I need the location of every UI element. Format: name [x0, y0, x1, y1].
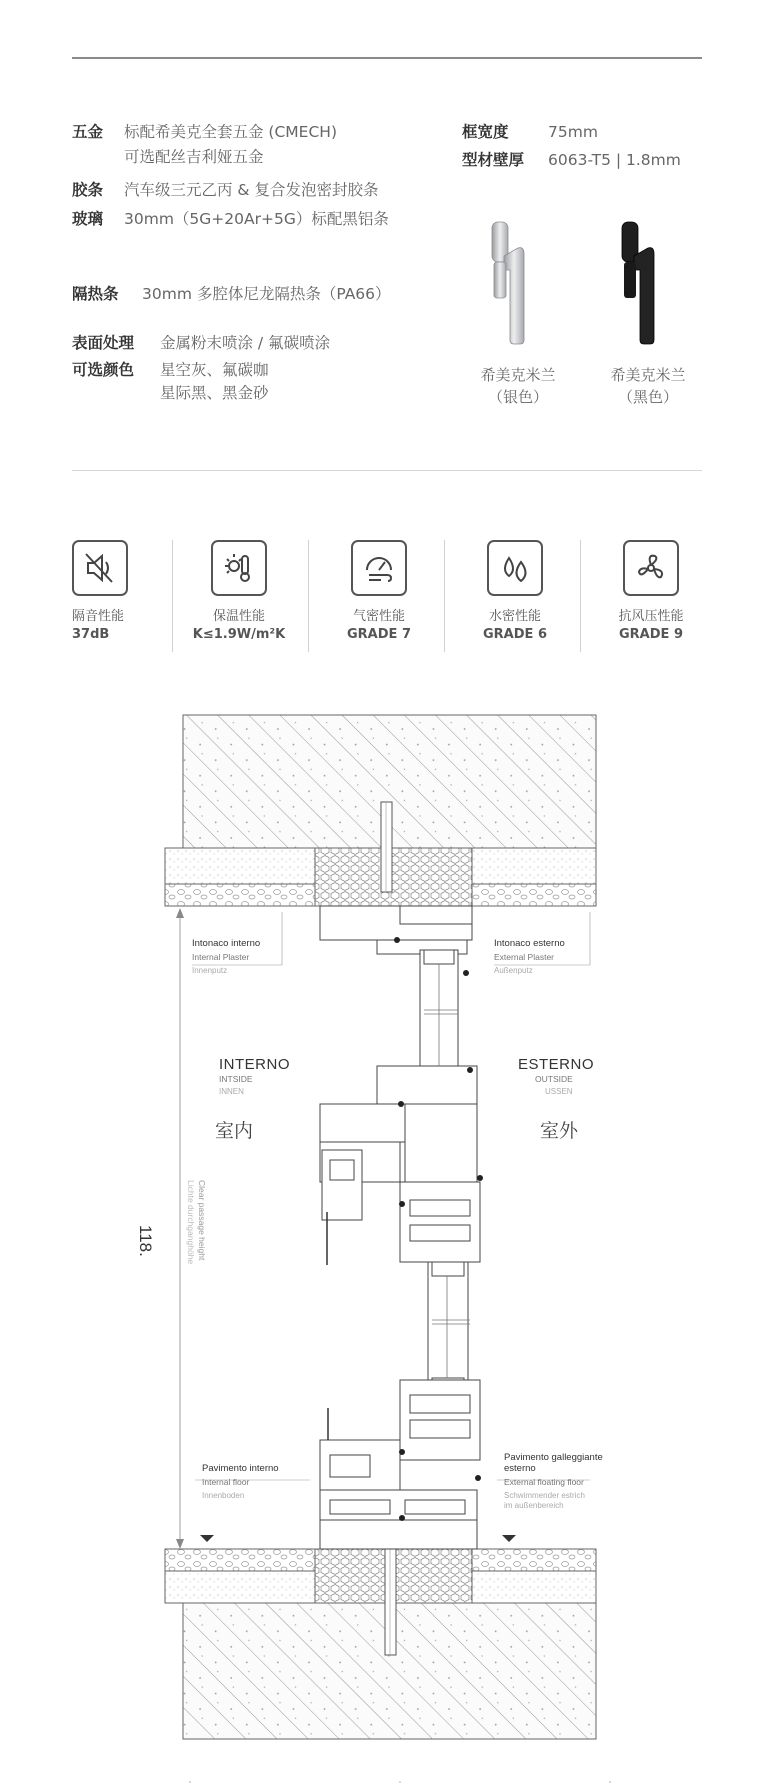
handle-silver-caption [463, 364, 573, 408]
label-plaster-internal-it: Intonaco interno [192, 938, 261, 949]
perf-wind [582, 540, 720, 643]
label-floor-internal-en: Internal floor [202, 1477, 250, 1487]
label-plaster-external-en: External Plaster [494, 952, 554, 962]
thermometer-sun-icon [211, 540, 267, 596]
label-interior-en: INTSIDE [219, 1074, 253, 1084]
handle-black-variant: （黑色） [617, 388, 678, 406]
label-plaster-external-de: Außenputz [494, 966, 533, 975]
spec-color-value: 星空灰、氟碳咖 [160, 361, 269, 379]
spec-thermal-value: 30mm 多腔体尼龙隔热条（PA66） [142, 285, 391, 303]
label-interior-cn: 室内 [215, 1120, 254, 1142]
height-dimension-value: 118. [136, 1225, 155, 1257]
handle-black-image [600, 218, 680, 348]
speaker-muted-icon [72, 540, 128, 596]
spec-frame-width [462, 120, 598, 144]
perf-thermal-label: 保温性能 [212, 609, 265, 624]
label-plaster-internal-en: Internal Plaster [192, 952, 250, 962]
label-exterior-en: OUTSIDE [535, 1074, 573, 1084]
perf-thermal-value: K≤1.9W/m²K [192, 627, 286, 642]
middle-divider [72, 470, 702, 471]
label-interior-it: INTERNO [219, 1056, 290, 1073]
spec-surface-label: 表面处理 [72, 334, 135, 352]
spec-profile-value: 6063-T5 | 1.8mm [548, 151, 681, 169]
label-floor-external-en: External floating floor [504, 1477, 584, 1487]
spec-gasket-value: 汽车级三元乙丙 & 复合发泡密封胶条 [124, 181, 379, 199]
spec-hardware-alt: 可选配丝吉利娅五金 [124, 148, 264, 166]
water-drops-icon [487, 540, 543, 596]
label-floor-external-it2: esterno [504, 1463, 536, 1474]
handle-silver-variant: （银色） [487, 388, 548, 406]
spec-hardware [72, 120, 337, 144]
spec-surface [72, 331, 330, 355]
label-floor-external-it: Pavimento galleggiante [504, 1452, 603, 1463]
perf-separator [308, 540, 309, 652]
spec-color [72, 358, 269, 382]
handle-silver-image [470, 218, 550, 348]
label-floor-external-de: Schwimmender estrich [504, 1491, 585, 1500]
label-clear-height-de: Lichte durchganghöhe [186, 1180, 196, 1265]
spec-color-label: 可选颜色 [72, 361, 135, 379]
gauge-wind-icon [351, 540, 407, 596]
label-interior-de: INNEN [219, 1087, 244, 1096]
spec-glass-label: 玻璃 [72, 210, 104, 228]
perf-wind-value: GRADE 9 [619, 627, 683, 642]
perf-separator [444, 540, 445, 652]
spec-profile-label: 型材壁厚 [462, 151, 525, 169]
perf-sound-value: 37dB [72, 627, 110, 642]
top-divider [72, 57, 702, 59]
spec-hardware-label: 五金 [72, 123, 104, 141]
perf-air [310, 540, 448, 643]
label-floor-internal-de: Innenboden [202, 1491, 245, 1500]
fan-icon [623, 540, 679, 596]
spec-surface-value: 金属粉末喷涂 / 氟碳喷涂 [160, 334, 331, 352]
label-exterior-it: ESTERNO [518, 1056, 595, 1073]
perf-air-value: GRADE 7 [347, 627, 411, 642]
perf-sound-label: 隔音性能 [72, 609, 125, 624]
perf-thermal [170, 540, 308, 643]
handle-silver-name: 希美克米兰 [480, 366, 556, 384]
label-clear-height-it: Clear passage height [197, 1180, 207, 1261]
spec-thermal-label: 隔热条 [72, 285, 119, 303]
spec-thermal [72, 282, 391, 306]
spec-frame-width-value: 75mm [548, 123, 598, 141]
spec-glass-value: 30mm（5G+20Ar+5G）标配黑铝条 [124, 210, 389, 228]
spec-glass [72, 207, 389, 231]
perf-water [446, 540, 584, 643]
section-drawing [0, 700, 772, 1789]
spec-frame-width-label: 框宽度 [462, 123, 509, 141]
perf-wind-label: 抗风压性能 [618, 609, 684, 624]
label-plaster-external-it: Intonaco esterno [494, 938, 565, 949]
spec-gasket [72, 178, 378, 202]
label-exterior-de: USSEN [545, 1087, 573, 1096]
perf-water-label: 水密性能 [488, 609, 541, 624]
label-floor-external-de2: im außenbereich [504, 1501, 564, 1510]
spec-gasket-label: 胶条 [72, 181, 104, 199]
spec-profile [462, 148, 681, 172]
spec-color-alt: 星际黑、黑金砂 [160, 384, 269, 402]
handle-black-caption [593, 364, 703, 408]
handle-black-name: 希美克米兰 [610, 366, 686, 384]
label-floor-internal-it: Pavimento interno [202, 1463, 279, 1474]
label-plaster-internal-de: Innenputz [192, 966, 228, 975]
spec-hardware-value: 标配希美克全套五金 (CMECH) [124, 123, 337, 141]
perf-air-label: 气密性能 [352, 609, 405, 624]
perf-separator [580, 540, 581, 652]
perf-water-value: GRADE 6 [483, 627, 547, 642]
label-exterior-cn: 室外 [540, 1120, 579, 1142]
